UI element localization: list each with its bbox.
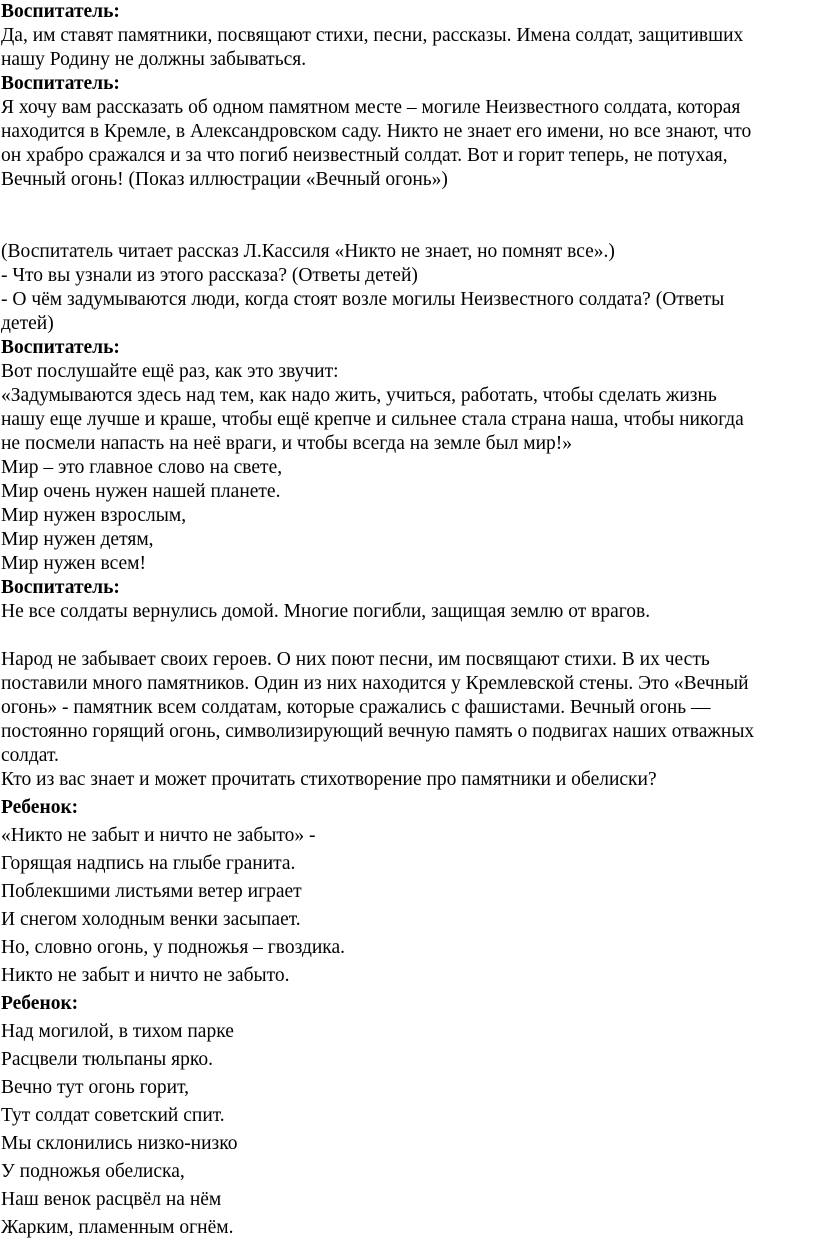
poem-line: Поблекшими листьями ветер играет: [1, 881, 302, 902]
poem-line: Мир нужен взрослым,: [1, 505, 187, 526]
poem-line: Мы склонились низко-низко: [1, 1133, 238, 1154]
text-line: Да, им ставят памятники, посвящают стихи, песни, рассказы. Имена солдат, защитивших: [1, 25, 744, 46]
poem-line: Над могилой, в тихом парке: [1, 1021, 234, 1042]
text-line: - Что вы узнали из этого рассказа? (Ответы детей): [1, 265, 418, 286]
poem-line: Наш венок расцвёл на нём: [1, 1189, 222, 1210]
text-line: Народ не забывает своих героев. О них поют песни, им посвящают стихи. В их честь: [1, 649, 710, 670]
poem-line: Расцвели тюльпаны ярко.: [1, 1049, 213, 1070]
poem-line: У подножья обелиска,: [1, 1161, 185, 1182]
poem-line: И снегом холодным венки засыпает.: [1, 909, 301, 930]
poem-line: Мир нужен детям,: [1, 529, 154, 550]
poem-line: Вечно тут огонь горит,: [1, 1077, 190, 1098]
text-line: Я хочу вам рассказать об одном памятном месте – могиле Неизвестного солдата, которая: [1, 97, 741, 118]
text-line: «Задумываются здесь над тем, как надо жить, учиться, работать, чтобы сделать жизнь: [1, 385, 717, 406]
poem-line: Мир нужен всем!: [1, 553, 146, 574]
text-line: нашу еще лучше и краше, чтобы ещё крепче и сильнее стала страна наша, чтобы никогда: [1, 409, 744, 430]
text-line: Кто из вас знает и может прочитать стихотворение про памятники и обелиски?: [1, 769, 657, 790]
poem-line: Мир очень нужен нашей планете.: [1, 481, 281, 502]
text-line: Не все солдаты вернулись домой. Многие погибли, защищая землю от врагов.: [1, 601, 651, 622]
text-line: детей): [1, 313, 54, 334]
speaker-label: Воспитатель:: [1, 577, 120, 598]
poem-line: «Никто не забыт и ничто не забыто» -: [1, 825, 316, 846]
text-line: огонь» - памятник всем солдатам, которые сражались с фашистами. Вечный огонь —: [1, 697, 711, 718]
text-line: - О чём задумываются люди, когда стоят возле могилы Неизвестного солдата? (Ответы: [1, 289, 725, 310]
speaker-label: Ребенок:: [1, 797, 79, 818]
speaker-label: Воспитатель:: [1, 73, 120, 94]
text-line: не посмели напасть на неё враги, и чтобы всегда на земле был мир!»: [1, 433, 573, 454]
text-line: поставили много памятников. Один из них находится у Кремлевской стены. Это «Вечный: [1, 673, 749, 694]
poem-line: Мир – это главное слово на свете,: [1, 457, 283, 478]
text-line: постоянно горящий огонь, символизирующий вечную память о подвигах наших отважных: [1, 721, 755, 742]
text-line: находится в Кремле, в Александровском саду. Никто не знает его имени, но все знают, что: [1, 121, 752, 142]
poem-line: Жарким, пламенным огнём.: [1, 1217, 234, 1238]
speaker-label: Воспитатель:: [1, 337, 120, 358]
poem-line: Никто не забыт и ничто не забыто.: [1, 965, 290, 986]
text-line: (Воспитатель читает рассказ Л.Кассиля «Никто не знает, но помнят все».): [1, 241, 615, 262]
text-line: он храбро сражался и за что погиб неизвестный солдат. Вот и горит теперь, не потухая,: [1, 145, 728, 166]
speaker-label: Ребенок:: [1, 993, 79, 1014]
poem-line: Но, словно огонь, у подножья – гвоздика.: [1, 937, 346, 958]
speaker-label: Воспитатель:: [1, 1, 120, 22]
poem-line: Тут солдат советский спит.: [1, 1105, 225, 1126]
text-line: Вот послушайте ещё раз, как это звучит:: [1, 361, 339, 382]
text-line: Вечный огонь! (Показ иллюстрации «Вечный огонь»): [1, 169, 448, 190]
poem-line: Горящая надпись на глыбе гранита.: [1, 853, 296, 874]
text-line: нашу Родину не должны забываться.: [1, 49, 307, 70]
text-line: солдат.: [1, 745, 59, 766]
